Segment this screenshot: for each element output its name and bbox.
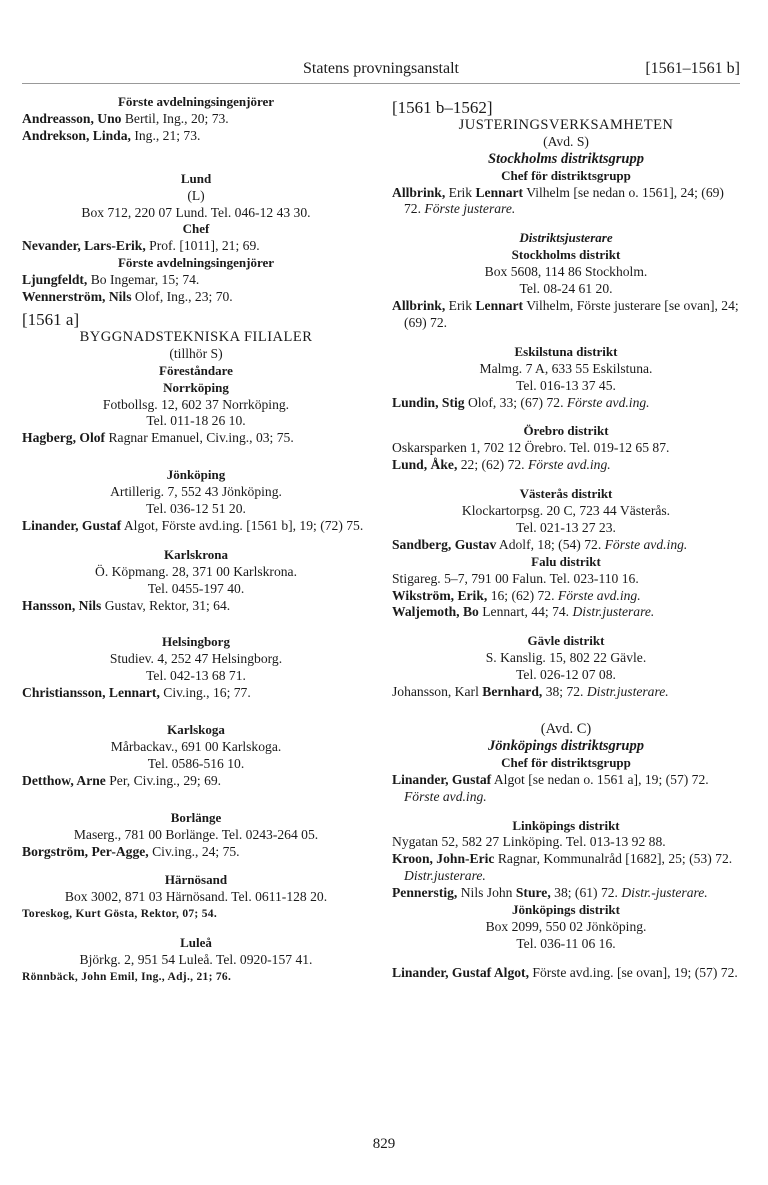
entry: Wennerström, Nils Olof, Ing., 23; 70. — [22, 289, 233, 305]
entry: Hagberg, Olof Ragnar Emanuel, Civ.ing., 03; 75. — [22, 430, 294, 446]
location-heading: Borlänge — [170, 809, 222, 825]
address: Mårbackav., 691 00 Karlskoga. — [110, 739, 282, 754]
phone: Tel. 011-18 26 10. — [146, 413, 246, 429]
subheading: Chef för distriktsgrupp — [501, 754, 631, 770]
address: Oskarsparken 1, 702 12 Örebro. Tel. 019-12 65 87. — [392, 440, 670, 456]
subheading: Chef för distriktsgrupp — [501, 167, 631, 183]
entry: Waljemoth, Bo Lennart, 44; 74. Distr.justerare. — [392, 604, 655, 620]
district-heading: Eskilstuna distrikt — [514, 343, 618, 359]
section-number: [1561 a] — [22, 309, 80, 329]
entry: Ljungfeldt, Bo Ingemar, 15; 74. — [22, 272, 200, 288]
district-heading: Västerås distrikt — [519, 486, 613, 502]
entry: Pennerstig, Nils John Sture, 38; (61) 72. Distr.-justerare. — [392, 885, 708, 901]
address: Box 5608, 114 86 Stockholm. — [484, 264, 648, 280]
district-heading: Gävle distrikt — [527, 633, 605, 649]
subheading: Chef — [182, 221, 210, 237]
location-heading: Luleå — [180, 935, 212, 951]
location-heading: Härnösand — [164, 872, 228, 888]
entry: Hansson, Nils Gustav, Rektor, 31; 64. — [22, 597, 231, 613]
address: Nygatan 52, 582 27 Linköping. Tel. 013-13 92 88. — [392, 834, 666, 850]
entry: Toreskog, Kurt Gösta, Rektor, 07; 54. — [22, 908, 217, 921]
entry: Detthow, Arne Per, Civ.ing., 29; 69. — [22, 772, 222, 788]
address: Fotbollsg. 12, 602 37 Norrköping. — [102, 396, 290, 412]
district-heading: Jönköpings distrikt — [511, 902, 620, 918]
entry: Lundin, Stig Olof, 33; (67) 72. Förste avd.ing. — [392, 394, 650, 410]
entry: Allbrink, Erik Lennart Vilhelm [se nedan o. 1561], 24; (69) 72. Förste justerare. — [392, 184, 724, 217]
entry: Rönnbäck, John Emil, Ing., Adj., 21; 76. — [22, 970, 232, 983]
entry: Borgström, Per-Agge, Civ.ing., 24; 75. — [22, 843, 240, 859]
subheading: Förste avdelningsingenjörer — [117, 255, 275, 271]
address: Björkg. 2, 951 54 Luleå. Tel. 0920-157 41. — [79, 952, 313, 968]
group-heading: Jönköpings distriktsgrupp — [488, 737, 644, 754]
subheading: Föreståndare — [159, 362, 233, 378]
address: Klockartorpsg. 20 C, 723 44 Västerås. — [461, 503, 671, 519]
section-note: (tillhör S) — [169, 345, 223, 361]
entry: Linander, Gustaf Algot, Förste avd.ing. [1561 b], 19; (72) 75. — [22, 517, 364, 533]
phone: Tel. 016-13 37 45. — [516, 377, 616, 393]
running-header — [22, 60, 740, 82]
header-title: Statens provningsanstalt — [303, 60, 459, 77]
phone: Tel. 042-13 68 71. — [146, 668, 246, 684]
location-heading: Helsingborg — [162, 634, 230, 650]
phone: Tel. 0586-516 10. — [147, 755, 245, 771]
address: Studiev. 4, 252 47 Helsingborg. — [109, 651, 283, 667]
entry: Wikström, Erik, 16; (62) 72. Förste avd.ing. — [392, 587, 641, 603]
entry: Andreasson, Uno Bertil, Ing., 20; 73. — [22, 110, 229, 126]
phone: Tel. 0455-197 40. — [147, 580, 245, 596]
address: Malmg. 7 A, 633 55 Eskilstuna. — [479, 360, 653, 376]
section-note: (Avd. C) — [540, 721, 592, 737]
entry: Linander, Gustaf Algot, Förste avd.ing. [se ovan], 19; (57) 72. — [392, 964, 738, 980]
phone: Tel. 08-24 61 20. — [519, 281, 613, 297]
entry: Andrekson, Linda, Ing., 21; 73. — [22, 127, 201, 143]
left-column — [22, 94, 370, 986]
subheading: Förste avdelningsingenjörer — [117, 94, 275, 109]
group-heading: Stockholms distriktsgrupp — [488, 150, 644, 167]
entry: Sandberg, Gustav Adolf, 18; (54) 72. Förste avd.ing. — [392, 536, 688, 552]
address: Artillerig. 7, 552 43 Jönköping. — [110, 484, 282, 500]
district-heading: Örebro distrikt — [523, 423, 609, 439]
address: Maserg., 781 00 Borlänge. Tel. 0243-264 05. — [73, 826, 319, 842]
address: Box 712, 220 07 Lund. Tel. 046-12 43 30. — [81, 204, 311, 220]
phone: Tel. 021-13 27 23. — [516, 519, 616, 535]
district-heading: Falu distrikt — [531, 553, 601, 569]
entry: Kroon, John-Eric Ragnar, Kommunalråd [1682], 25; (53) 72. Distr.justerare. — [392, 851, 733, 884]
header-range: [1561–1561 b] — [645, 60, 740, 77]
entry: Linander, Gustaf Algot [se nedan o. 1561 a], 19; (57) 72. Förste avd.ing. — [392, 771, 709, 804]
entry: Christiansson, Lennart, Civ.ing., 16; 77. — [22, 685, 251, 701]
entry: Allbrink, Erik Lennart Vilhelm, Förste justerare [se ovan], 24; (69) 72. — [392, 297, 739, 330]
address: Box 3002, 871 03 Härnösand. Tel. 0611-128 20. — [64, 889, 328, 905]
district-heading: Linköpings distrikt — [512, 817, 620, 833]
location-heading: Norrköping — [163, 379, 229, 395]
entry: Nevander, Lars-Erik, Prof. [1011], 21; 69. — [22, 238, 260, 254]
location-heading: Lund — [180, 170, 212, 186]
header-rule — [22, 83, 740, 84]
entry: Lund, Åke, 22; (62) 72. Förste avd.ing. — [392, 457, 611, 473]
location-heading: Jönköping — [166, 467, 226, 483]
address: Stigareg. 5–7, 791 00 Falun. Tel. 023-110 16. — [392, 570, 639, 586]
district-heading: Stockholms distrikt — [511, 247, 621, 263]
right-column — [392, 94, 740, 982]
page-number: 829 — [372, 1136, 396, 1152]
phone: Tel. 036-11 06 16. — [516, 935, 616, 951]
address: Ö. Köpmang. 28, 371 00 Karlskrona. — [95, 563, 297, 579]
entry: Johansson, Karl Bernhard, 38; 72. Distr.justerare. — [392, 684, 669, 700]
subheading: Distriktsjusterare — [519, 230, 613, 246]
location-code: (L) — [187, 187, 205, 203]
location-heading: Karlskrona — [163, 546, 229, 562]
phone: Tel. 026-12 07 08. — [516, 667, 616, 683]
section-note: (Avd. S) — [543, 133, 589, 149]
section-title: BYGGNADSTEKNISKA FILIALER — [79, 328, 313, 345]
phone: Tel. 036-12 51 20. — [146, 501, 246, 517]
address: Box 2099, 550 02 Jönköping. — [485, 918, 647, 934]
section-number: [1561 b–1562] — [392, 98, 493, 117]
section-title: JUSTERINGSVERKSAMHETEN — [458, 116, 674, 133]
location-heading: Karlskoga — [167, 722, 225, 738]
address: S. Kanslig. 15, 802 22 Gävle. — [485, 650, 647, 666]
